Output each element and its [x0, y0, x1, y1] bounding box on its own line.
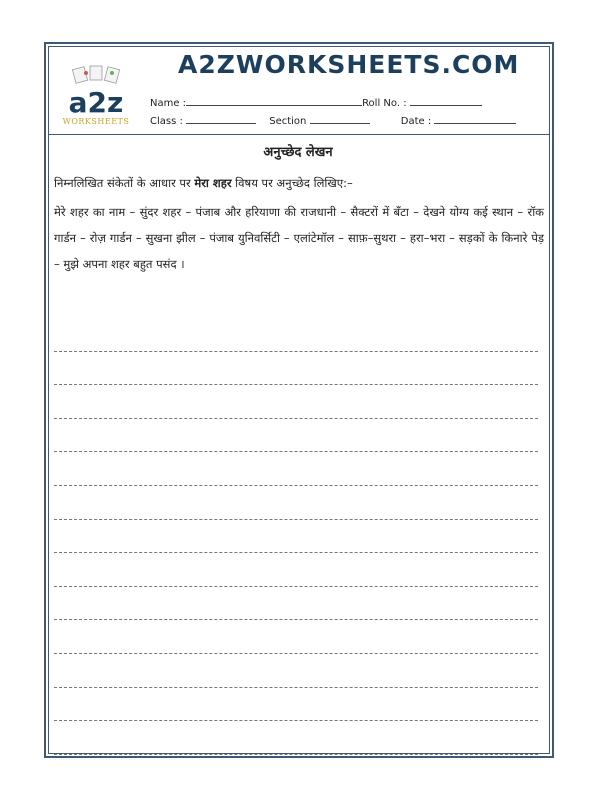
hint-passage: मेरे शहर का नाम – सुंदर शहर – पंजाब और हरियाणा की राजधानी – सैक्टरों में बँटा – देखने योग्य कई स्थान – रॉक गार्डन – रोज़ गार्डन – सुखना झील – पंजाब युनिवर्सिटी – एलांटेमॉल – साफ़–सुथरा – हरा–भरा – सड़कों के किनारे पेड़ – मुझे अपना शहर बहुत पसंद ।	[54, 205, 544, 271]
writing-line[interactable]	[54, 553, 538, 587]
class-blank	[186, 114, 256, 124]
name-label: Name :	[150, 98, 187, 109]
writing-line[interactable]	[54, 587, 538, 621]
writing-line[interactable]	[54, 352, 538, 386]
class-field	[150, 114, 256, 127]
writing-area[interactable]	[54, 318, 538, 755]
date-label: Date :	[400, 116, 432, 127]
roll-blank	[410, 96, 482, 106]
instruction-text-after: विषय पर अनुच्छेद लिखिए:–	[231, 176, 353, 190]
a2z-logo	[56, 64, 136, 128]
writing-line[interactable]	[54, 654, 538, 688]
class-label: Class :	[150, 116, 183, 127]
writing-line[interactable]	[54, 419, 538, 453]
writing-line[interactable]	[54, 688, 538, 722]
worksheet-title: अनुच्छेद लेखन	[263, 145, 333, 160]
writing-line[interactable]	[54, 721, 538, 755]
writing-line[interactable]	[54, 385, 538, 419]
name-blank	[186, 96, 362, 106]
instruction-text-before: निम्नलिखित संकेतों के आधार पर	[54, 176, 195, 190]
section-label: Section	[269, 116, 307, 127]
writing-line[interactable]	[54, 486, 538, 520]
instruction	[54, 176, 546, 191]
section-blank	[310, 114, 370, 124]
svg-text:WORKSHEETS: WORKSHEETS	[62, 117, 130, 126]
writing-line[interactable]	[54, 452, 538, 486]
writing-line[interactable]	[54, 318, 538, 352]
roll-field	[362, 96, 482, 109]
worksheet-header	[48, 46, 550, 135]
section-field	[269, 114, 369, 127]
instruction-topic: मेरा शहर	[194, 176, 232, 190]
site-title: A2ZWORKSHEETS.COM	[178, 50, 520, 79]
date-blank	[434, 114, 516, 124]
roll-label: Roll No. :	[362, 98, 407, 109]
worksheet-content	[50, 136, 546, 277]
date-field	[401, 114, 517, 127]
writing-line[interactable]	[54, 620, 538, 654]
name-field	[150, 96, 362, 109]
svg-text:a2z: a2z	[68, 86, 124, 119]
name-roll-row	[150, 96, 492, 109]
writing-line[interactable]	[54, 520, 538, 554]
class-section-date-row	[150, 114, 526, 127]
